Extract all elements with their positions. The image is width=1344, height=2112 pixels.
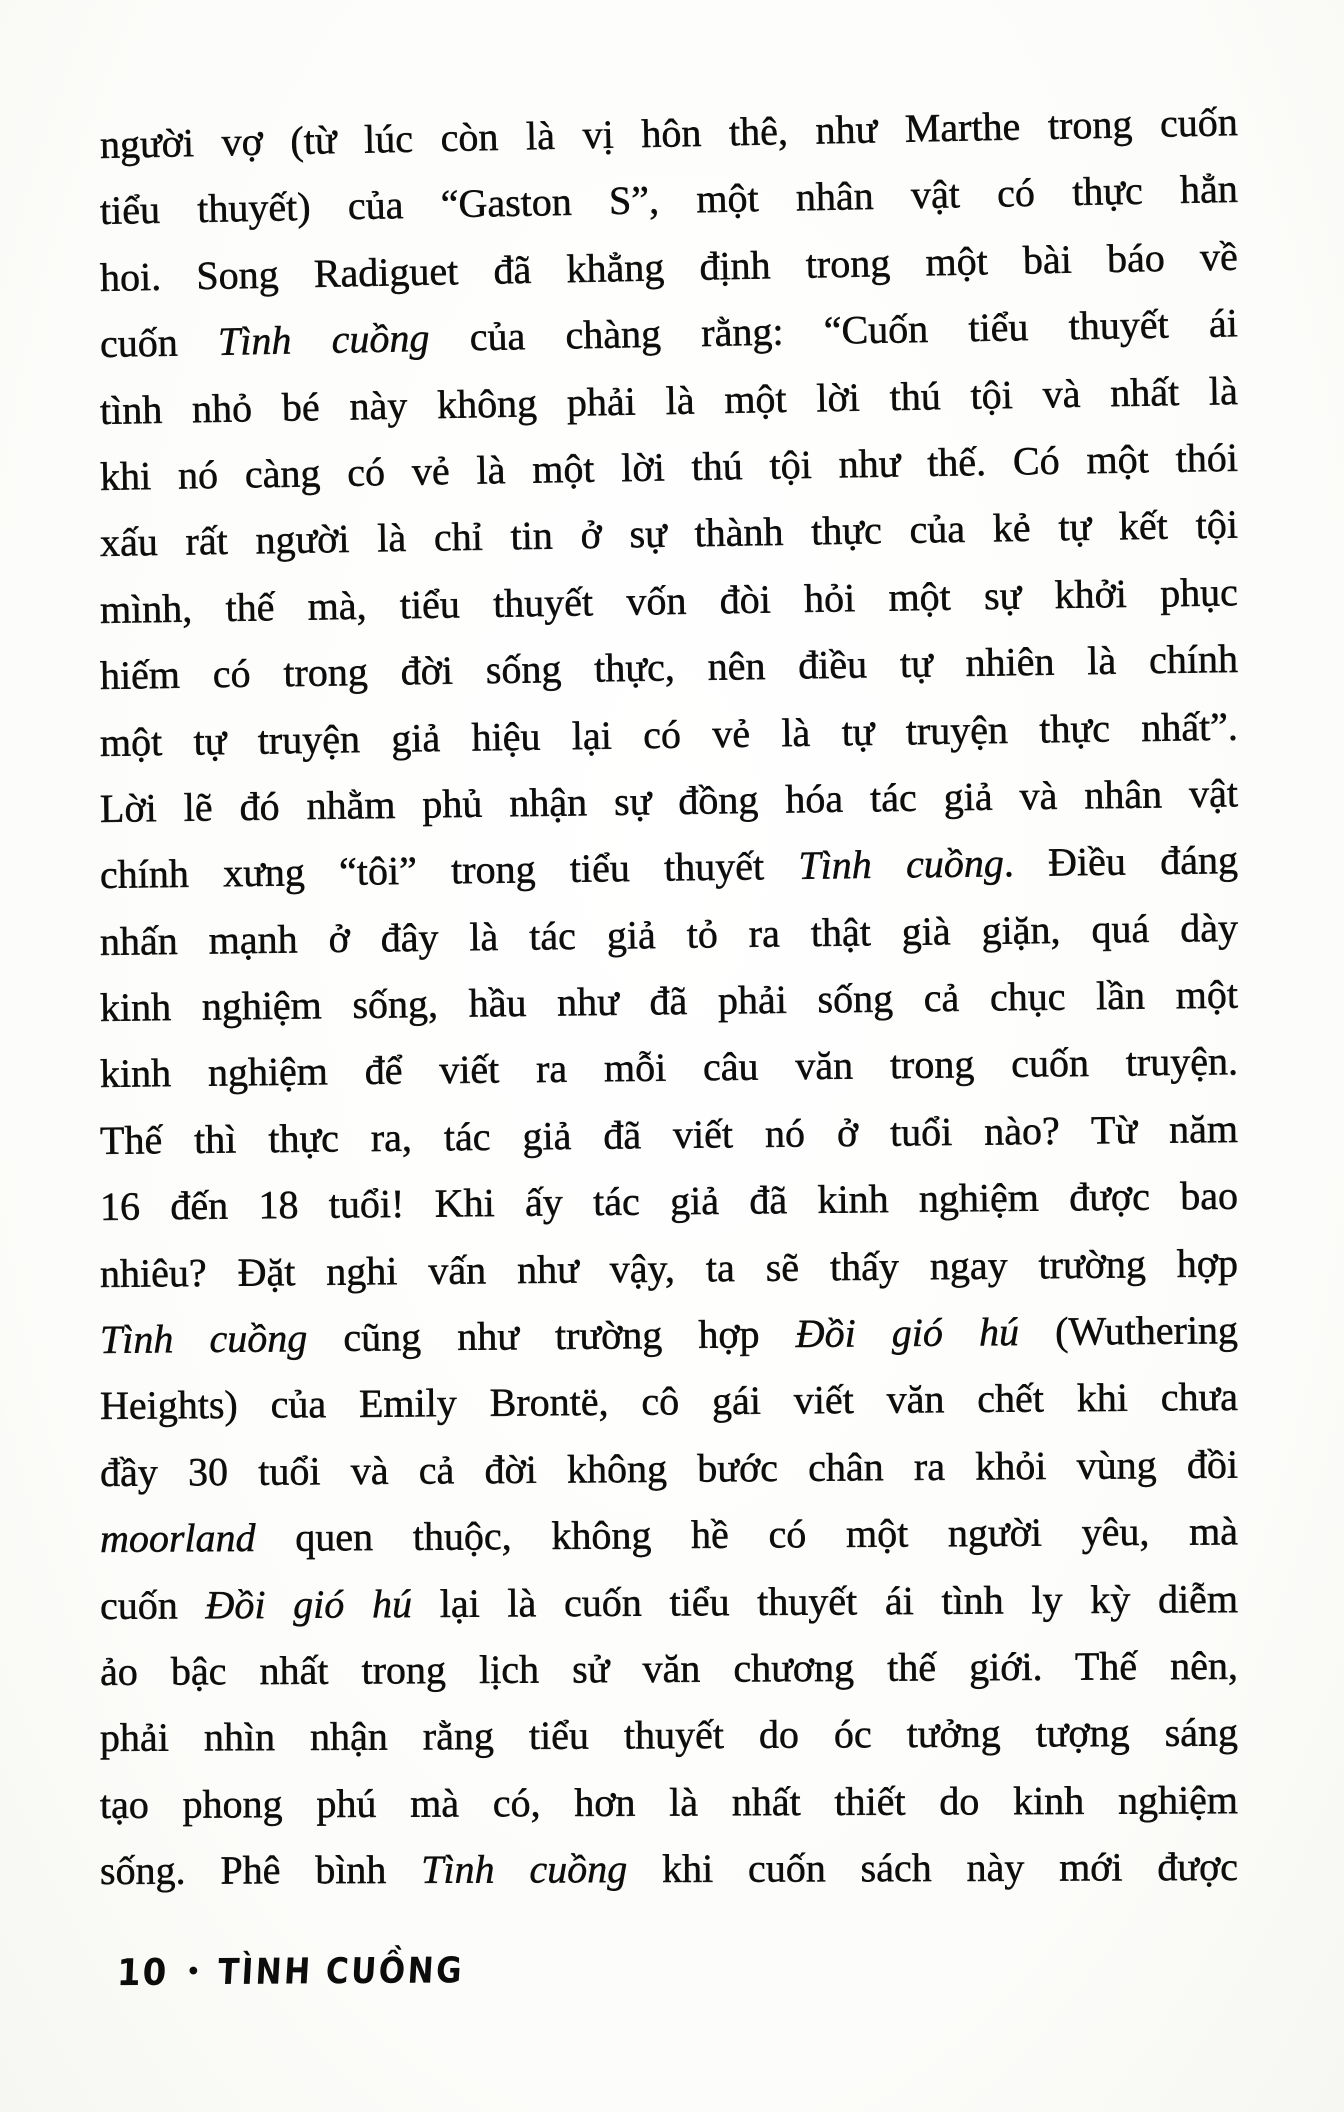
text-segment: lại là cuốn tiểu thuyết ái tình ly kỳ diễm [411, 1575, 1239, 1626]
text-segment: người vợ (từ lúc còn là vị hôn thê, như Marthe trong cuốn [99, 99, 1239, 167]
text-segment: tiểu thuyết) của “Gaston S”, một nhân vật có thực hẳn [99, 166, 1239, 234]
text-line [100, 1566, 1238, 1639]
italic-text-segment: Tình cuồng [217, 315, 430, 365]
text-line [100, 1029, 1239, 1108]
italic-text-segment: Tình cuồng [798, 840, 1005, 889]
text-line [100, 1834, 1238, 1904]
text-line [100, 1700, 1238, 1772]
text-line [100, 1297, 1239, 1373]
text-segment: khi cuốn sách này mới được [627, 1844, 1239, 1892]
text-block [99, 99, 1239, 1905]
text-segment: nhấn mạnh ở đây là tác giả tỏ ra thật già giặn, quá dày [99, 904, 1239, 964]
page-footer [117, 1951, 465, 1993]
text-segment: chính xưng “tôi” trong tiểu thuyết [99, 843, 799, 898]
text-line [100, 1230, 1239, 1307]
text-segment: tình nhỏ bé này không phải là một lời thú tội và nhất là [99, 367, 1239, 433]
text-segment: nhiêu? Đặt nghi vấn như vậy, ta sẽ thấy ngay trường hợp [99, 1240, 1239, 1296]
text-segment: kinh nghiệm để viết ra mỗi câu văn trong cuốn truyện. [99, 1038, 1239, 1097]
text-segment: sống. Phê bình [99, 1847, 422, 1894]
text-segment: . Điều đáng [1003, 837, 1239, 886]
text-line [100, 1431, 1238, 1506]
text-segment: đầy 30 tuổi và cả đời không bước chân ra khỏi vùng đồi [99, 1441, 1239, 1495]
text-segment: 16 đến 18 tuổi! Khi ấy tác giả đã kinh nghiệm được bao [99, 1173, 1239, 1230]
text-line [100, 1767, 1238, 1838]
text-segment: Lời lẽ đó nhằm phủ nhận sự đồng hóa tác giả và nhân vật [99, 770, 1239, 831]
text-line [100, 1096, 1239, 1174]
page-number: 10 [116, 1951, 170, 1995]
text-segment: tạo phong phú mà có, hơn là nhất thiết do kinh nghiệm [99, 1777, 1239, 1827]
italic-text-segment: Đồi gió hú [205, 1580, 413, 1627]
text-segment: Thế thì thực ra, tác giả đã viết nó ở tuổi nào? Từ năm [99, 1105, 1239, 1163]
text-segment: cuốn [99, 1581, 206, 1628]
text-segment: khi nó càng có vẻ là một lời thú tội như thế. Có một thói [99, 434, 1239, 499]
text-segment: cuốn [99, 319, 219, 367]
running-book-title: TÌNH CUỒNG [217, 1950, 466, 1994]
text-line [100, 1364, 1238, 1439]
text-segment: (Wuthering [1018, 1307, 1239, 1355]
text-segment: phải nhìn nhận rằng tiểu thuyết do óc tưởng tượng sáng [99, 1709, 1239, 1761]
text-line [100, 1163, 1239, 1241]
text-segment: kinh nghiệm sống, hầu như đã phải sống cả chục lần một [99, 971, 1239, 1031]
text-segment: cũng như trường hợp [307, 1311, 796, 1361]
italic-text-segment: moorland [99, 1515, 256, 1562]
italic-text-segment: Tình cuồng [421, 1846, 628, 1893]
text-segment: ảo bậc nhất trong lịch sử văn chương thế giới. Thế nên, [99, 1642, 1239, 1694]
text-line [100, 1499, 1238, 1573]
italic-text-segment: Đồi gió hú [795, 1309, 1020, 1357]
text-segment: quen thuộc, không hề có một người yêu, mà [255, 1508, 1239, 1561]
footer-bullet-icon: • [186, 1959, 201, 1985]
text-segment: của chàng rằng: “Cuốn tiểu thuyết ái [429, 300, 1239, 361]
text-line [100, 1633, 1238, 1706]
text-segment: hoi. Song Radiguet đã khẳng định trong một bài báo về [99, 233, 1239, 300]
text-segment: Heights) của Emily Brontë, cô gái viết văn chết khi chưa [99, 1374, 1239, 1429]
text-segment: mình, thế mà, tiểu thuyết vốn đòi hỏi một sự khởi phục [99, 568, 1239, 632]
text-segment: một tự truyện giả hiệu lại có vẻ là tự truyện thực nhất”. [99, 703, 1239, 765]
text-segment: xấu rất người là chỉ tin ở sự thành thực của kẻ tự kết tội [99, 501, 1239, 566]
italic-text-segment: Tình cuồng [99, 1315, 308, 1363]
text-segment: hiếm có trong đời sống thực, nên điều tự nhiên là chính [99, 636, 1239, 699]
